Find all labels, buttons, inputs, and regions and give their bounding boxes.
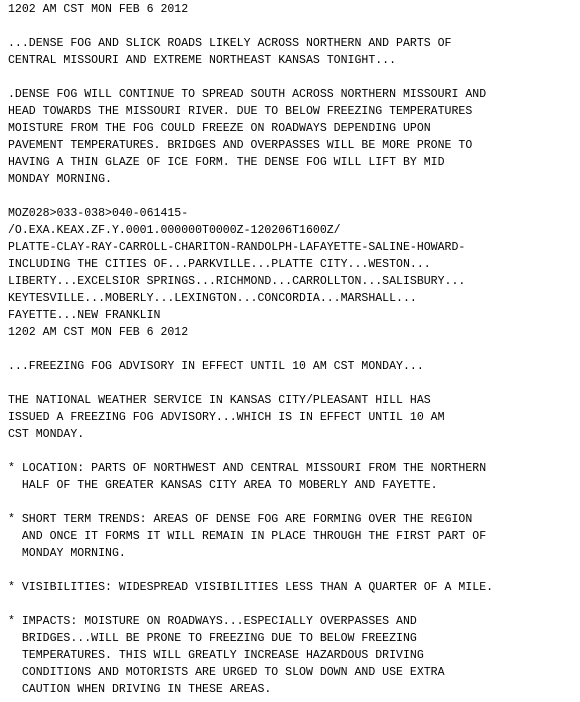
discussion-line: HAVING A THIN GLAZE OF ICE FORM. THE DENSE FOG WILL LIFT BY MID	[8, 156, 445, 169]
trends-bullet	[8, 511, 580, 562]
discussion-line: MONDAY MORNING.	[8, 173, 112, 186]
visibilities-bullet	[8, 579, 580, 596]
location-line: * LOCATION: PARTS OF NORTHWEST AND CENTRAL MISSOURI FROM THE NORTHERN	[8, 462, 487, 475]
spacer	[8, 562, 580, 579]
headline-line: CENTRAL MISSOURI AND EXTREME NORTHEAST KANSAS TONIGHT...	[8, 54, 397, 67]
cities-line: LIBERTY...EXCELSIOR SPRINGS...RICHMOND...CARROLLTON...SALISBURY...	[8, 275, 466, 288]
impacts-bullet	[8, 613, 580, 698]
spacer	[8, 494, 580, 511]
discussion-line: PAVEMENT TEMPERATURES. BRIDGES AND OVERPASSES WILL BE MORE PRONE TO	[8, 139, 473, 152]
spacer	[8, 69, 580, 86]
visibilities-line: * VISIBILITIES: WIDESPREAD VISIBILITIES LESS THAN A QUARTER OF A MILE.	[8, 581, 494, 594]
impacts-line: TEMPERATURES. THIS WILL GREATLY INCREASE HAZARDOUS DRIVING	[8, 649, 424, 662]
advisory-intro-line: ISSUED A FREEZING FOG ADVISORY...WHICH IS IN EFFECT UNTIL 10 AM	[8, 411, 445, 424]
zone-header-block	[8, 205, 580, 341]
trends-line: * SHORT TERM TRENDS: AREAS OF DENSE FOG ARE FORMING OVER THE REGION	[8, 513, 473, 526]
headline-block	[8, 35, 580, 69]
spacer	[8, 18, 580, 35]
headline-line: ...DENSE FOG AND SLICK ROADS LIKELY ACROSS NORTHERN AND PARTS OF	[8, 37, 452, 50]
discussion-line: MOISTURE FROM THE FOG COULD FREEZE ON ROADWAYS DEPENDING UPON	[8, 122, 431, 135]
spacer	[8, 375, 580, 392]
impacts-line: CONDITIONS AND MOTORISTS ARE URGED TO SLOW DOWN AND USE EXTRA	[8, 666, 445, 679]
discussion-line: HEAD TOWARDS THE MISSOURI RIVER. DUE TO BELOW FREEZING TEMPERATURES	[8, 105, 473, 118]
advisory-intro-line: THE NATIONAL WEATHER SERVICE IN KANSAS CITY/PLEASANT HILL HAS	[8, 394, 431, 407]
cities-line: FAYETTE...NEW FRANKLIN	[8, 309, 161, 322]
zone-code-line: MOZ028>033-038>040-061415-	[8, 207, 189, 220]
location-line: HALF OF THE GREATER KANSAS CITY AREA TO MOBERLY AND FAYETTE.	[8, 479, 438, 492]
spacer	[8, 596, 580, 613]
impacts-line: * IMPACTS: MOISTURE ON ROADWAYS...ESPECIALLY OVERPASSES AND	[8, 615, 417, 628]
spacer	[8, 341, 580, 358]
cities-line: INCLUDING THE CITIES OF...PARKVILLE...PLATTE CITY...WESTON...	[8, 258, 431, 271]
spacer	[8, 443, 580, 460]
location-bullet	[8, 460, 580, 494]
impacts-line: BRIDGES...WILL BE PRONE TO FREEZING DUE TO BELOW FREEZING	[8, 632, 417, 645]
zone-issued-time: 1202 AM CST MON FEB 6 2012	[8, 326, 189, 339]
vtec-line: /O.EXA.KEAX.ZF.Y.0001.000000T0000Z-120206T1600Z/	[8, 224, 341, 237]
issued-time: 1202 AM CST MON FEB 6 2012	[8, 3, 189, 16]
advisory-headline: ...FREEZING FOG ADVISORY IN EFFECT UNTIL 10 AM CST MONDAY...	[8, 360, 424, 373]
advisory-intro-block	[8, 392, 580, 443]
discussion-block	[8, 86, 580, 188]
spacer	[8, 188, 580, 205]
cities-line: KEYTESVILLE...MOBERLY...LEXINGTON...CONCORDIA...MARSHALL...	[8, 292, 417, 305]
trends-line: AND ONCE IT FORMS IT WILL REMAIN IN PLACE THROUGH THE FIRST PART OF	[8, 530, 487, 543]
advisory-intro-line: CST MONDAY.	[8, 428, 85, 441]
county-list-line: PLATTE-CLAY-RAY-CARROLL-CHARITON-RANDOLPH-LAFAYETTE-SALINE-HOWARD-	[8, 241, 466, 254]
trends-line: MONDAY MORNING.	[8, 547, 126, 560]
impacts-line: CAUTION WHEN DRIVING IN THESE AREAS.	[8, 683, 272, 696]
discussion-line: .DENSE FOG WILL CONTINUE TO SPREAD SOUTH ACROSS NORTHERN MISSOURI AND	[8, 88, 487, 101]
